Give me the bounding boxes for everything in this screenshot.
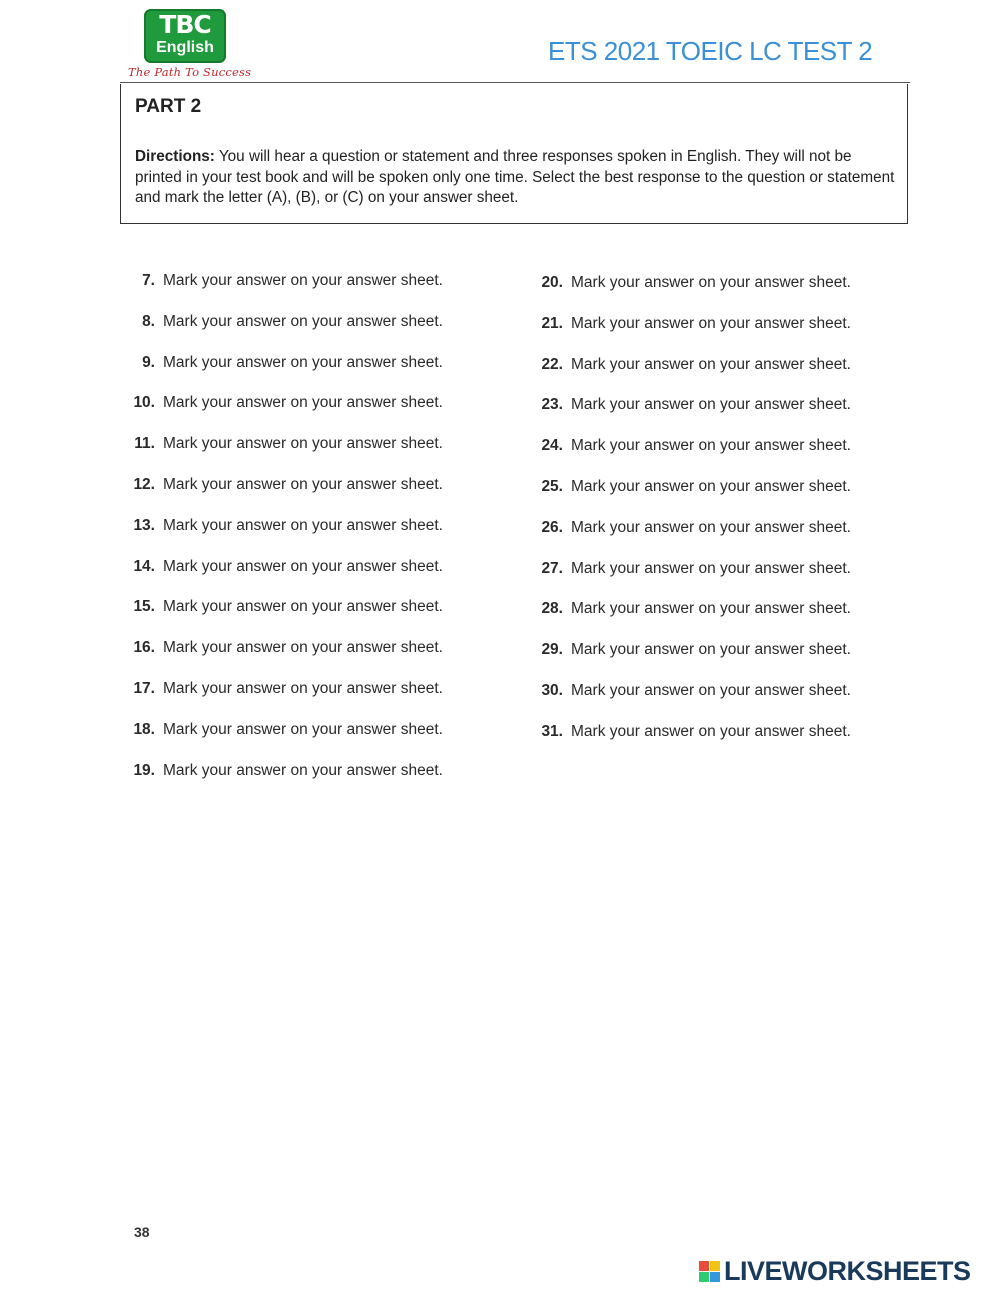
liveworksheets-watermark: LIVEWORKSHEETS xyxy=(724,1256,971,1286)
answer-instruction: Mark your answer on your answer sheet. xyxy=(163,394,443,412)
logo-tagline: The Path To Success xyxy=(128,65,252,79)
answer-item xyxy=(528,519,851,537)
answer-instruction: Mark your answer on your answer sheet. xyxy=(163,516,443,534)
question-number: 9. xyxy=(142,353,155,371)
question-number: 17. xyxy=(133,680,155,697)
answer-instruction: Mark your answer on your answer sheet. xyxy=(163,680,443,697)
answer-instruction: Mark your answer on your answer sheet. xyxy=(571,314,851,332)
answer-instruction: Mark your answer on your answer sheet. xyxy=(163,557,443,575)
answer-instruction: Mark your answer on your answer sheet. xyxy=(163,312,443,330)
question-number: 21. xyxy=(541,314,563,332)
question-number: 11. xyxy=(134,435,155,453)
answer-instruction: Mark your answer on your answer sheet. xyxy=(571,722,851,740)
answer-item xyxy=(528,396,851,414)
answer-instruction: Mark your answer on your answer sheet. xyxy=(571,682,851,699)
answer-instruction: Mark your answer on your answer sheet. xyxy=(571,355,851,373)
answer-instruction: Mark your answer on your answer sheet. xyxy=(571,396,851,414)
question-number: 14. xyxy=(133,557,155,575)
answer-instruction: Mark your answer on your answer sheet. xyxy=(571,518,851,536)
liveworksheets-logo-icon xyxy=(699,1261,721,1283)
question-number: 19. xyxy=(133,761,155,779)
question-number: 30. xyxy=(541,682,563,699)
answer-item xyxy=(125,394,443,412)
question-number: 22. xyxy=(541,355,563,373)
answer-instruction: Mark your answer on your answer sheet. xyxy=(163,761,443,779)
question-number: 18. xyxy=(133,720,155,738)
answer-item xyxy=(125,639,443,657)
answer-instruction: Mark your answer on your answer sheet. xyxy=(571,437,851,455)
answer-item xyxy=(125,680,443,698)
logo-line-2: English xyxy=(156,39,214,56)
answer-item xyxy=(125,272,443,290)
answer-item xyxy=(125,558,443,576)
answer-instruction: Mark your answer on your answer sheet. xyxy=(571,478,851,495)
directions-text: You will hear a question or statement and three responses spoken in English. They will not be printed in your test book and will be spoken only one time. Select the best response to the question or statement and mark the letter (A), (B), or (C) on your answer sheet. xyxy=(135,148,895,206)
directions-box xyxy=(120,84,908,224)
answer-instruction: Mark your answer on your answer sheet. xyxy=(163,639,443,657)
question-number: 8. xyxy=(142,312,155,330)
answer-instruction: Mark your answer on your answer sheet. xyxy=(571,600,851,618)
header-rule xyxy=(120,82,910,83)
question-number: 29. xyxy=(541,641,563,659)
answer-instruction: Mark your answer on your answer sheet. xyxy=(163,476,443,493)
answer-instruction: Mark your answer on your answer sheet. xyxy=(163,272,443,289)
answer-item xyxy=(125,435,443,453)
question-number: 27. xyxy=(541,559,563,577)
answer-instruction: Mark your answer on your answer sheet. xyxy=(163,598,443,616)
answer-item xyxy=(125,598,443,616)
question-number: 16. xyxy=(133,639,155,657)
answer-item xyxy=(528,315,851,333)
answer-instruction: Mark your answer on your answer sheet. xyxy=(163,435,443,453)
question-number: 12. xyxy=(133,476,155,493)
answer-item xyxy=(528,600,851,618)
answer-instruction: Mark your answer on your answer sheet. xyxy=(571,559,851,577)
answer-instruction: Mark your answer on your answer sheet. xyxy=(571,274,851,291)
question-number: 28. xyxy=(541,600,563,618)
answer-instruction: Mark your answer on your answer sheet. xyxy=(163,720,443,738)
test-title: ETS 2021 TOEIC LC TEST 2 xyxy=(548,36,873,66)
directions-paragraph xyxy=(135,147,901,209)
page-number: 38 xyxy=(134,1224,150,1240)
question-number: 20. xyxy=(541,274,563,291)
answer-item xyxy=(125,313,443,331)
tbc-english-logo xyxy=(144,9,226,63)
answer-item xyxy=(528,682,851,700)
question-number: 26. xyxy=(541,518,563,536)
answer-item xyxy=(125,476,443,494)
answer-item xyxy=(528,641,851,659)
answer-item xyxy=(528,437,851,455)
answer-item xyxy=(528,723,851,741)
answer-instruction: Mark your answer on your answer sheet. xyxy=(163,353,443,371)
answer-item xyxy=(528,356,851,374)
question-number: 23. xyxy=(541,396,563,414)
question-number: 15. xyxy=(133,598,155,616)
answer-item xyxy=(125,762,443,780)
directions-label: Directions: xyxy=(135,148,215,165)
answer-item xyxy=(528,274,851,292)
answer-item xyxy=(528,478,851,496)
logo-line-1: TBC xyxy=(159,10,211,39)
question-number: 25. xyxy=(541,478,563,495)
answer-item xyxy=(125,517,443,535)
question-number: 7. xyxy=(142,272,155,289)
question-number: 13. xyxy=(133,516,155,534)
answer-item xyxy=(125,354,443,372)
part-title: PART 2 xyxy=(135,96,202,117)
answer-instruction: Mark your answer on your answer sheet. xyxy=(571,641,851,659)
answer-item xyxy=(528,560,851,578)
question-number: 24. xyxy=(541,437,563,455)
answer-item xyxy=(125,721,443,739)
question-number: 31. xyxy=(541,722,563,740)
question-number: 10. xyxy=(133,394,155,412)
